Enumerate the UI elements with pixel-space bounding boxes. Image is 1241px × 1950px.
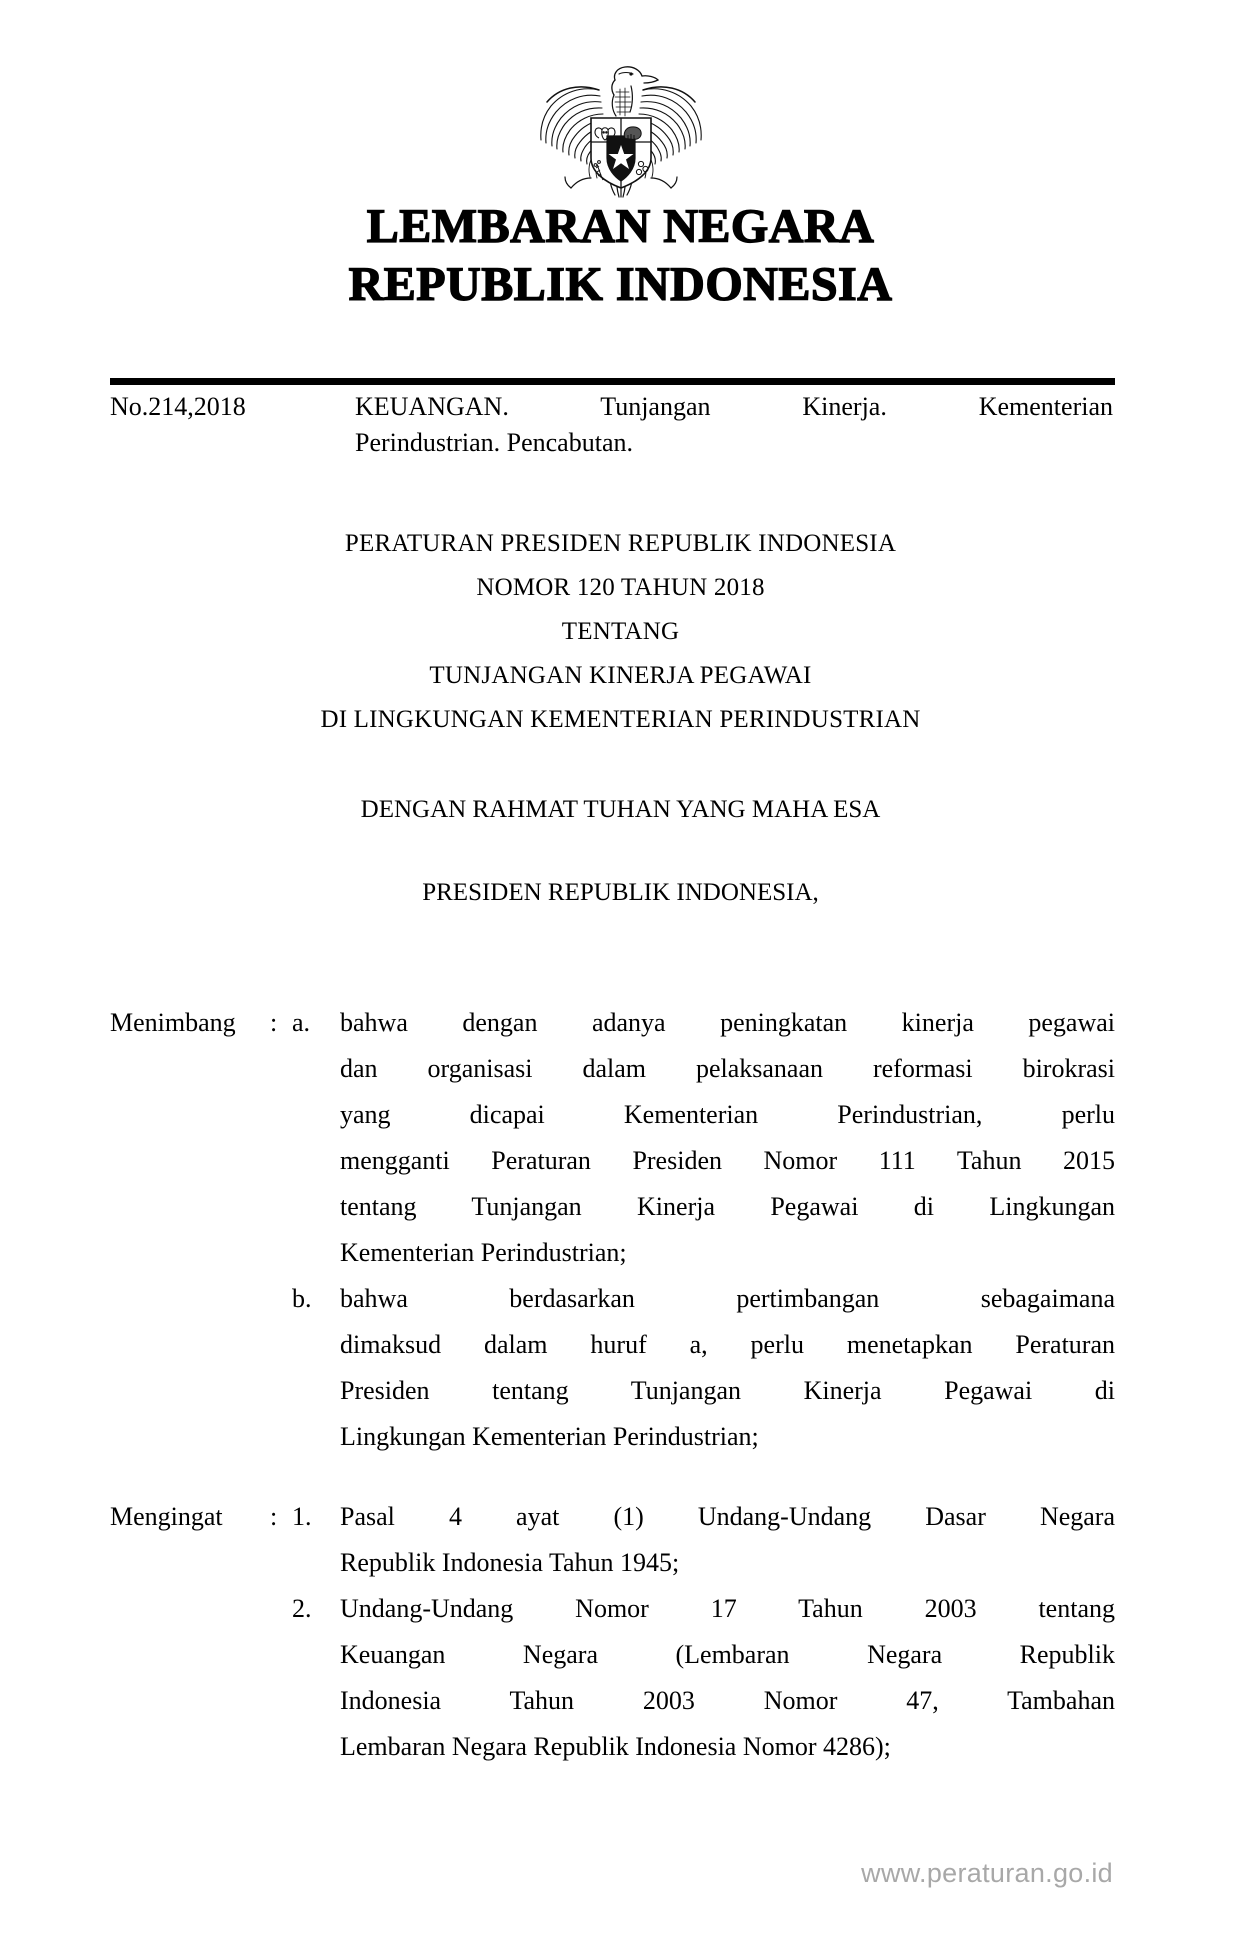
clause-body bbox=[340, 1586, 1115, 1770]
clause-line: Lembaran Negara Republik Indonesia Nomor 4286); bbox=[340, 1732, 891, 1761]
clause-line: mengganti Peraturan Presiden Nomor 111 Tahun 2015 bbox=[340, 1146, 1115, 1175]
clause-line: Keuangan Negara (Lembaran Negara Republik bbox=[340, 1640, 1115, 1669]
clause-item bbox=[110, 1000, 1115, 1276]
clauses-container bbox=[110, 1000, 1115, 1804]
clause-colon: : bbox=[270, 1008, 278, 1037]
title-line-subject-1: TUNJANGAN KINERJA PEGAWAI bbox=[429, 662, 812, 689]
title-line-about: TENTANG bbox=[561, 618, 680, 645]
clause-line: Undang-Undang Nomor 17 Tahun 2003 tentang bbox=[340, 1594, 1115, 1623]
clause-label-mengingat: Mengingat bbox=[110, 1502, 223, 1531]
clause-line: tentang Tunjangan Kinerja Pegawai di Lingkungan bbox=[340, 1192, 1115, 1221]
clause-body bbox=[340, 1276, 1115, 1460]
garuda-pancasila-icon bbox=[521, 52, 721, 198]
signatory-text: PRESIDEN REPUBLIK INDONESIA, bbox=[422, 879, 819, 906]
title-line-authority: PERATURAN PRESIDEN REPUBLIK INDONESIA bbox=[344, 530, 897, 557]
clause-item bbox=[110, 1276, 1115, 1460]
clause-line: dimaksud dalam huruf a, perlu menetapkan Peraturan bbox=[340, 1330, 1115, 1359]
clause-marker: a. bbox=[292, 1008, 311, 1037]
regulation-title-block bbox=[0, 522, 1241, 742]
clause-section-menimbang bbox=[110, 1000, 1115, 1460]
gazette-header-row bbox=[110, 389, 1115, 461]
title-line-number: NOMOR 120 TAHUN 2018 bbox=[476, 574, 765, 601]
masthead-line-2: REPUBLIK INDONESIA bbox=[348, 258, 893, 311]
gazette-subject bbox=[355, 389, 1115, 461]
invocation-text: DENGAN RAHMAT TUHAN YANG MAHA ESA bbox=[360, 796, 881, 823]
clause-marker: 1. bbox=[292, 1502, 312, 1531]
clause-line: dan organisasi dalam pelaksanaan reformasi birokrasi bbox=[340, 1054, 1115, 1083]
masthead bbox=[0, 198, 1241, 314]
clause-line: Lingkungan Kementerian Perindustrian; bbox=[340, 1422, 759, 1451]
title-line-subject-2: DI LINGKUNGAN KEMENTERIAN PERINDUSTRIAN bbox=[320, 706, 921, 733]
clause-line: yang dicapai Kementerian Perindustrian, perlu bbox=[340, 1100, 1115, 1129]
clause-item bbox=[110, 1494, 1115, 1586]
clause-line: Republik Indonesia Tahun 1945; bbox=[340, 1548, 680, 1577]
clause-marker: b. bbox=[292, 1284, 312, 1313]
clause-marker: 2. bbox=[292, 1594, 312, 1623]
gazette-subject-line: KEUANGAN. Tunjangan Kinerja. Kementerian bbox=[355, 392, 1113, 421]
emblem-container bbox=[0, 52, 1241, 198]
masthead-line-1: LEMBARAN NEGARA bbox=[366, 200, 875, 253]
gazette-subject-line: Perindustrian. Pencabutan. bbox=[355, 428, 633, 457]
gazette-number: No.214,2018 bbox=[110, 392, 246, 421]
clause-item bbox=[110, 1586, 1115, 1770]
masthead-divider bbox=[110, 378, 1115, 385]
clause-line: Indonesia Tahun 2003 Nomor 47, Tambahan bbox=[340, 1686, 1115, 1715]
clause-line: bahwa berdasarkan pertimbangan sebagaimana bbox=[340, 1284, 1115, 1313]
clause-body bbox=[340, 1000, 1115, 1276]
clause-body bbox=[340, 1494, 1115, 1586]
clause-line: bahwa dengan adanya peningkatan kinerja pegawai bbox=[340, 1008, 1115, 1037]
clause-line: Presiden tentang Tunjangan Kinerja Pegawai di bbox=[340, 1376, 1115, 1405]
clause-line: Kementerian Perindustrian; bbox=[340, 1238, 627, 1267]
clause-line: Pasal 4 ayat (1) Undang-Undang Dasar Negara bbox=[340, 1502, 1115, 1531]
footer-watermark: www.peraturan.go.id bbox=[861, 1858, 1113, 1888]
clause-section-mengingat bbox=[110, 1494, 1115, 1770]
clause-label-menimbang: Menimbang bbox=[110, 1008, 236, 1037]
clause-colon: : bbox=[270, 1502, 278, 1531]
